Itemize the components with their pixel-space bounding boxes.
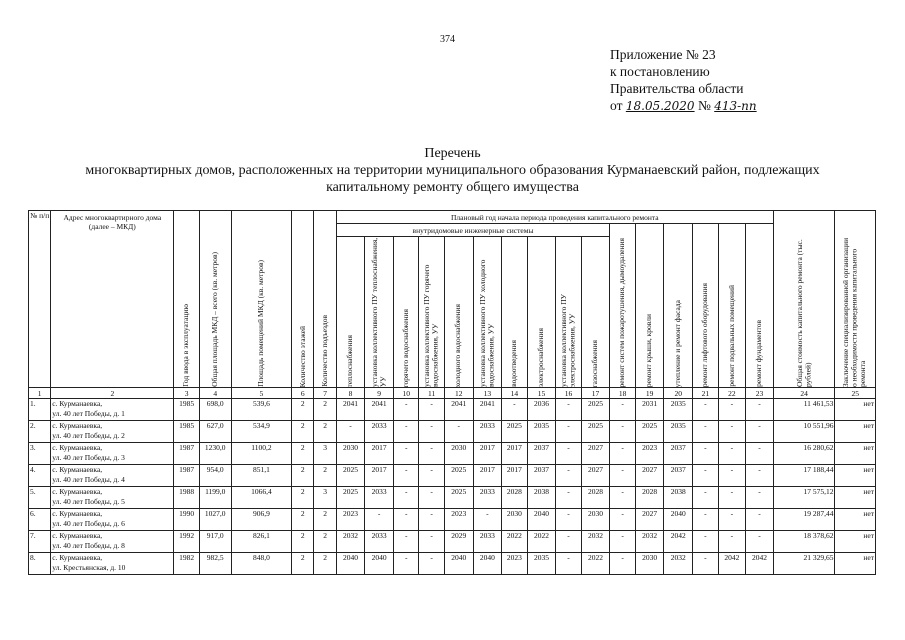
cell-c13: 2033 (473, 487, 502, 509)
row-number: 4. (29, 465, 51, 487)
cell-c9: - (365, 509, 394, 531)
column-number: 19 (635, 388, 664, 399)
header-year: Год ввода в эксплуатацию (174, 211, 199, 388)
cell-c24: 21 329,65 (773, 553, 835, 575)
cell-c20: 2037 (664, 465, 693, 487)
cell-c25: нет (835, 487, 876, 509)
cell-c25: нет (835, 509, 876, 531)
header-planned-year-group: Плановый год начала периода проведения капитального ремонта (336, 211, 773, 224)
appendix-line-3: Правительства области (610, 81, 744, 96)
cell-c23: - (746, 509, 774, 531)
address-cell (51, 421, 174, 443)
address-line-1: с. Курманаевка, (52, 509, 103, 518)
cell-c23: - (746, 465, 774, 487)
cell-c12: 2029 (444, 531, 473, 553)
cell-c14: - (502, 399, 527, 421)
header-c17: газоснабжения (581, 237, 610, 388)
cell-c6: 2 (292, 399, 314, 421)
cell-c5: 906,9 (231, 509, 291, 531)
cell-c11: - (419, 399, 444, 421)
cell-c11: - (419, 509, 444, 531)
cell-c12: 2023 (444, 509, 473, 531)
cell-c19: 2030 (635, 553, 664, 575)
header-premises-area: Площадь помещений МКД (кв. метров) (231, 211, 291, 388)
cell-c4: 917,0 (199, 531, 231, 553)
cell-c11: - (419, 531, 444, 553)
cell-c8: 2041 (336, 399, 365, 421)
cell-c13: 2040 (473, 553, 502, 575)
column-number: 25 (835, 388, 876, 399)
cell-c23: - (746, 421, 774, 443)
cell-c17: 2022 (581, 553, 610, 575)
cell-c3: 1990 (174, 509, 199, 531)
cell-c14: 2030 (502, 509, 527, 531)
cell-c20: 2035 (664, 399, 693, 421)
cell-c14: 2028 (502, 487, 527, 509)
address-cell (51, 399, 174, 421)
cell-c13: - (473, 509, 502, 531)
address-cell (51, 553, 174, 575)
cell-c14: 2017 (502, 443, 527, 465)
column-number: 11 (419, 388, 444, 399)
cell-c23: - (746, 487, 774, 509)
cell-c17: 2032 (581, 531, 610, 553)
table-row (29, 487, 876, 509)
cell-c3: 1985 (174, 399, 199, 421)
cell-c16: - (556, 399, 581, 421)
cell-c16: - (556, 421, 581, 443)
cell-c4: 1199,0 (199, 487, 231, 509)
header-c20: утепление и ремонт фасада (664, 224, 693, 388)
title-line-3: капитальному ремонту общего имущества (326, 180, 579, 195)
cell-c17: 2027 (581, 443, 610, 465)
cell-c22: - (718, 443, 746, 465)
header-c10: горячего водоснабжения (393, 237, 418, 388)
cell-c14: 2025 (502, 421, 527, 443)
cell-c3: 1988 (174, 487, 199, 509)
table-row (29, 509, 876, 531)
address-line-1: с. Курманаевка, (52, 553, 103, 562)
cell-c10: - (393, 421, 418, 443)
cell-c5: 851,1 (231, 465, 291, 487)
cell-c15: 2040 (527, 509, 556, 531)
row-number: 6. (29, 509, 51, 531)
cell-c18: - (610, 399, 635, 421)
cell-c25: нет (835, 421, 876, 443)
cell-c3: 1987 (174, 465, 199, 487)
header-c12: холодного водоснабжения (444, 237, 473, 388)
appendix-block (610, 46, 757, 115)
cell-c5: 826,1 (231, 531, 291, 553)
cell-c18: - (610, 487, 635, 509)
cell-c4: 1027,0 (199, 509, 231, 531)
column-number: 24 (773, 388, 835, 399)
cell-c21: - (693, 531, 718, 553)
cell-c22: - (718, 399, 746, 421)
cell-c6: 2 (292, 443, 314, 465)
appendix-line-4 (610, 97, 757, 115)
cell-c18: - (610, 553, 635, 575)
cell-c15: 2036 (527, 399, 556, 421)
cell-c21: - (693, 509, 718, 531)
row-number: 2. (29, 421, 51, 443)
cell-c7: 2 (314, 465, 336, 487)
cell-c12: 2030 (444, 443, 473, 465)
appendix-line-2: к постановлению (610, 64, 710, 79)
cell-c6: 2 (292, 553, 314, 575)
column-number: 16 (556, 388, 581, 399)
appendix-line-1: Приложение № 23 (610, 47, 716, 62)
address-line-1: с. Курманаевка, (52, 421, 103, 430)
header-c23: ремонт фундаментов (746, 224, 774, 388)
address-line-2: ул. 40 лет Победы, д. 5 (52, 497, 125, 506)
cell-c8: - (336, 421, 365, 443)
cell-c24: 18 378,62 (773, 531, 835, 553)
cell-c13: 2041 (473, 399, 502, 421)
cell-c8: 2032 (336, 531, 365, 553)
cell-c12: - (444, 421, 473, 443)
cell-c24: 10 551,96 (773, 421, 835, 443)
address-line-2: ул. 40 лет Победы, д. 8 (52, 541, 125, 550)
cell-c21: - (693, 421, 718, 443)
cell-c15: 2038 (527, 487, 556, 509)
cell-c7: 2 (314, 421, 336, 443)
cell-c11: - (419, 487, 444, 509)
cell-c4: 982,5 (199, 553, 231, 575)
cell-c20: 2042 (664, 531, 693, 553)
column-number: 6 (292, 388, 314, 399)
cell-c23: 2042 (746, 553, 774, 575)
column-number: 8 (336, 388, 365, 399)
address-line-2: ул. 40 лет Победы, д. 1 (52, 409, 125, 418)
cell-c12: 2040 (444, 553, 473, 575)
cell-c21: - (693, 399, 718, 421)
cell-c19: 2023 (635, 443, 664, 465)
row-number: 8. (29, 553, 51, 575)
cell-c19: 2027 (635, 509, 664, 531)
cell-c15: 2035 (527, 421, 556, 443)
column-number: 5 (231, 388, 291, 399)
address-line-1: с. Курманаевка, (52, 465, 103, 474)
header-entrances: Количество подъездов (314, 211, 336, 388)
cell-c20: 2038 (664, 487, 693, 509)
document-title (0, 145, 905, 196)
cell-c16: - (556, 531, 581, 553)
address-cell (51, 509, 174, 531)
cell-c18: - (610, 421, 635, 443)
title-line-2: многоквартирных домов, расположенных на территории муниципального образования Курманаевский район, подлежащих (85, 163, 820, 178)
cell-c15: 2035 (527, 553, 556, 575)
header-total-cost: Общая стоимость капитального ремонта (тыс. рублей) (773, 211, 835, 388)
cell-c24: 17 188,44 (773, 465, 835, 487)
header-c8: теплоснабжения (336, 237, 365, 388)
cell-c19: 2032 (635, 531, 664, 553)
column-number: 22 (718, 388, 746, 399)
cell-c6: 2 (292, 531, 314, 553)
cell-c6: 2 (292, 487, 314, 509)
cell-c21: - (693, 465, 718, 487)
cell-c15: 2037 (527, 465, 556, 487)
header-total-area: Общая площадь МКД – всего (кв. метров) (199, 211, 231, 388)
cell-c11: - (419, 421, 444, 443)
cell-c5: 848,0 (231, 553, 291, 575)
header-systems-group: внутридомовые инженерные системы (336, 224, 610, 237)
header-c22: ремонт подвальных помещений (718, 224, 746, 388)
cell-c10: - (393, 465, 418, 487)
cell-c9: 2017 (365, 443, 394, 465)
cell-c19: 2031 (635, 399, 664, 421)
cell-c20: 2032 (664, 553, 693, 575)
cell-c18: - (610, 509, 635, 531)
cell-c16: - (556, 443, 581, 465)
cell-c19: 2028 (635, 487, 664, 509)
cell-c11: - (419, 553, 444, 575)
cell-c13: 2033 (473, 421, 502, 443)
cell-c5: 539,6 (231, 399, 291, 421)
row-number: 3. (29, 443, 51, 465)
column-number: 4 (199, 388, 231, 399)
cell-c9: 2017 (365, 465, 394, 487)
cell-c3: 1982 (174, 553, 199, 575)
cell-c10: - (393, 487, 418, 509)
address-line-2: ул. Крестьянская, д. 10 (52, 563, 126, 572)
cell-c11: - (419, 465, 444, 487)
cell-c21: - (693, 487, 718, 509)
address-line-2: ул. 40 лет Победы, д. 3 (52, 453, 125, 462)
header-c16: установка коллективного ПУ электроснабжения, УУ (556, 237, 581, 388)
table-row (29, 399, 876, 421)
cell-c11: - (419, 443, 444, 465)
header-address: Адрес многоквартирного дома (далее – МКД) (51, 211, 174, 388)
cell-c18: - (610, 443, 635, 465)
header-c21: ремонт лифтового оборудования (693, 224, 718, 388)
appendix-number-sign: № (697, 98, 711, 113)
header-floors: Количество этажей (292, 211, 314, 388)
cell-c12: 2041 (444, 399, 473, 421)
cell-c5: 1066,4 (231, 487, 291, 509)
address-line-1: с. Курманаевка, (52, 487, 103, 496)
column-number: 10 (393, 388, 418, 399)
cell-c22: - (718, 465, 746, 487)
cell-c12: 2025 (444, 465, 473, 487)
header-conclusion: Заключение специализированной организации о необходимости проведения капитального ремонта (835, 211, 876, 388)
table-row (29, 421, 876, 443)
column-number: 15 (527, 388, 556, 399)
cell-c3: 1985 (174, 421, 199, 443)
cell-c17: 2028 (581, 487, 610, 509)
cell-c16: - (556, 509, 581, 531)
cell-c6: 2 (292, 421, 314, 443)
address-line-2: ул. 40 лет Победы, д. 6 (52, 519, 125, 528)
cell-c4: 627,0 (199, 421, 231, 443)
cell-c16: - (556, 487, 581, 509)
address-cell (51, 465, 174, 487)
cell-c17: 2025 (581, 399, 610, 421)
cell-c19: 2027 (635, 465, 664, 487)
cell-c4: 954,0 (199, 465, 231, 487)
column-number: 3 (174, 388, 199, 399)
column-number: 13 (473, 388, 502, 399)
cell-c23: - (746, 443, 774, 465)
cell-c4: 1230,0 (199, 443, 231, 465)
cell-c14: 2017 (502, 465, 527, 487)
cell-c7: 3 (314, 443, 336, 465)
header-c18: ремонт систем пожаротушения, дымоудаления (610, 224, 635, 388)
cell-c9: 2033 (365, 421, 394, 443)
cell-c9: 2041 (365, 399, 394, 421)
cell-c19: 2025 (635, 421, 664, 443)
header-c19: ремонт крыши, кровли (635, 224, 664, 388)
cell-c9: 2040 (365, 553, 394, 575)
cell-c10: - (393, 509, 418, 531)
cell-c7: 2 (314, 531, 336, 553)
table-row (29, 465, 876, 487)
column-number: 1 (29, 388, 51, 399)
address-line-1: с. Курманаевка, (52, 531, 103, 540)
cell-c22: 2042 (718, 553, 746, 575)
cell-c15: 2037 (527, 443, 556, 465)
cell-c18: - (610, 531, 635, 553)
address-cell (51, 531, 174, 553)
cell-c3: 1987 (174, 443, 199, 465)
cell-c7: 2 (314, 509, 336, 531)
column-number: 23 (746, 388, 774, 399)
table-row (29, 443, 876, 465)
cell-c25: нет (835, 443, 876, 465)
cell-c22: - (718, 421, 746, 443)
header-c9: установка коллективного ПУ теплоснабжения, УУ (365, 237, 394, 388)
address-line-1: с. Курманаевка, (52, 399, 103, 408)
address-line-2: ул. 40 лет Победы, д. 4 (52, 475, 125, 484)
cell-c10: - (393, 553, 418, 575)
row-number: 7. (29, 531, 51, 553)
cell-c7: 2 (314, 399, 336, 421)
cell-c22: - (718, 509, 746, 531)
cell-c4: 698,0 (199, 399, 231, 421)
address-line-1: с. Курманаевка, (52, 443, 103, 452)
cell-c16: - (556, 553, 581, 575)
cell-c10: - (393, 531, 418, 553)
cell-c13: 2017 (473, 465, 502, 487)
appendix-number: 413-пп (714, 99, 757, 113)
cell-c10: - (393, 443, 418, 465)
cell-c23: - (746, 531, 774, 553)
header-c15: электроснабжения (527, 237, 556, 388)
cell-c23: - (746, 399, 774, 421)
column-number: 17 (581, 388, 610, 399)
column-number-row (29, 388, 876, 399)
repair-table (28, 210, 876, 575)
table-row (29, 531, 876, 553)
cell-c21: - (693, 553, 718, 575)
column-number: 2 (51, 388, 174, 399)
cell-c8: 2023 (336, 509, 365, 531)
cell-c10: - (393, 399, 418, 421)
column-number: 21 (693, 388, 718, 399)
cell-c15: 2022 (527, 531, 556, 553)
cell-c8: 2040 (336, 553, 365, 575)
cell-c5: 1100,2 (231, 443, 291, 465)
cell-c25: нет (835, 553, 876, 575)
cell-c3: 1992 (174, 531, 199, 553)
cell-c14: 2022 (502, 531, 527, 553)
column-number: 18 (610, 388, 635, 399)
cell-c6: 2 (292, 509, 314, 531)
cell-c21: - (693, 443, 718, 465)
cell-c13: 2033 (473, 531, 502, 553)
header-c11: установка коллективного ПУ горячего водоснабжения, УУ (419, 237, 444, 388)
address-cell (51, 443, 174, 465)
table-row (29, 553, 876, 575)
header-c14: водоотведения (502, 237, 527, 388)
cell-c9: 2033 (365, 487, 394, 509)
header-c13: установка коллективного ПУ холодного водоснабжения, УУ (473, 237, 502, 388)
cell-c20: 2035 (664, 421, 693, 443)
cell-c24: 17 575,12 (773, 487, 835, 509)
cell-c8: 2025 (336, 465, 365, 487)
cell-c24: 19 287,44 (773, 509, 835, 531)
address-cell (51, 487, 174, 509)
cell-c25: нет (835, 465, 876, 487)
column-number: 12 (444, 388, 473, 399)
cell-c25: нет (835, 399, 876, 421)
cell-c5: 534,9 (231, 421, 291, 443)
column-number: 14 (502, 388, 527, 399)
column-number: 9 (365, 388, 394, 399)
cell-c24: 11 461,53 (773, 399, 835, 421)
cell-c24: 16 280,62 (773, 443, 835, 465)
cell-c8: 2025 (336, 487, 365, 509)
cell-c14: 2023 (502, 553, 527, 575)
header-num: № п/п (29, 211, 51, 388)
cell-c22: - (718, 487, 746, 509)
cell-c6: 2 (292, 465, 314, 487)
address-line-2: ул. 40 лет Победы, д. 2 (52, 431, 125, 440)
row-number: 5. (29, 487, 51, 509)
cell-c8: 2030 (336, 443, 365, 465)
column-number: 20 (664, 388, 693, 399)
cell-c17: 2025 (581, 421, 610, 443)
cell-c17: 2027 (581, 465, 610, 487)
cell-c22: - (718, 531, 746, 553)
cell-c16: - (556, 465, 581, 487)
cell-c13: 2017 (473, 443, 502, 465)
cell-c20: 2040 (664, 509, 693, 531)
cell-c18: - (610, 465, 635, 487)
cell-c20: 2037 (664, 443, 693, 465)
title-line-1: Перечень (424, 146, 481, 161)
appendix-date: 18.05.2020 (625, 99, 695, 113)
appendix-from: от (610, 98, 623, 113)
cell-c7: 2 (314, 553, 336, 575)
cell-c7: 3 (314, 487, 336, 509)
row-number: 1. (29, 399, 51, 421)
column-number: 7 (314, 388, 336, 399)
cell-c17: 2030 (581, 509, 610, 531)
cell-c9: 2033 (365, 531, 394, 553)
cell-c12: 2025 (444, 487, 473, 509)
page-number: 374 (440, 34, 455, 45)
cell-c25: нет (835, 531, 876, 553)
